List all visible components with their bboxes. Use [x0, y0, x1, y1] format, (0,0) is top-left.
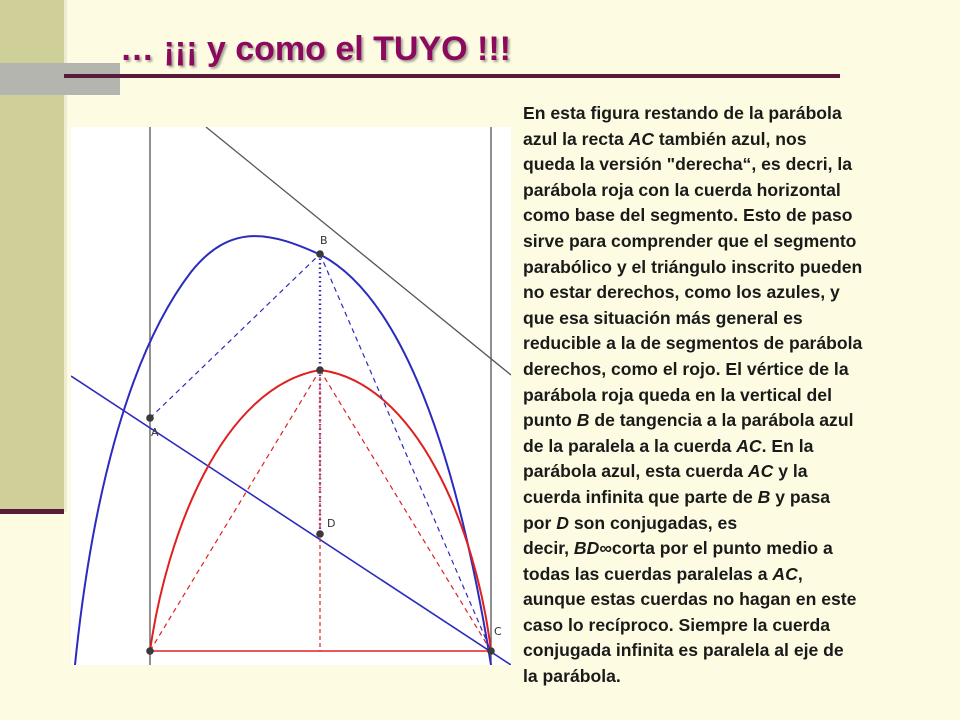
point-left-base — [146, 647, 154, 655]
title-accent-block — [0, 63, 120, 95]
description-segment: reducible a la de segmentos de parábola — [523, 333, 863, 354]
point-d — [316, 530, 324, 538]
description-line — [523, 587, 948, 613]
blue-dashed-bc — [320, 254, 491, 651]
point-b — [316, 250, 324, 258]
description-segment: parábola roja con la cuerda horizontal — [523, 179, 841, 200]
description-line — [523, 408, 948, 434]
description-segment: decir, — [523, 538, 574, 559]
parabola-figure — [71, 127, 511, 665]
description-italic-segment: BD∞ — [573, 538, 612, 559]
description-segment: y pasa — [770, 486, 831, 507]
description-line — [523, 203, 948, 229]
description-segment: parabólico y el triángulo inscrito pueden — [523, 256, 863, 277]
description-line — [523, 357, 948, 383]
description-segment: conjugada infinita es paralela al eje de — [523, 640, 844, 661]
description-segment: cuerda infinita que parte de — [523, 486, 758, 507]
description-segment: parábola azul, esta cuerda — [523, 461, 748, 482]
description-segment: y la — [773, 461, 808, 482]
description-line — [523, 434, 948, 460]
description-line — [523, 229, 948, 255]
description-segment: aunque estas cuerdas no hagan en este — [523, 589, 857, 610]
description-italic-segment: D — [556, 512, 569, 533]
description-line — [523, 613, 948, 639]
red-dashed-left — [150, 370, 320, 651]
description-segment: parábola roja queda en la vertical del — [523, 384, 832, 405]
label-d: D — [327, 517, 336, 530]
description-segment: no estar derechos, como los azules, y — [523, 282, 840, 303]
description-segment: , — [797, 563, 803, 584]
red-dashed-right — [320, 370, 491, 651]
description-segment: por — [523, 512, 557, 533]
description-segment: punto — [523, 410, 577, 431]
description-line — [523, 280, 948, 306]
label-b: B — [320, 234, 328, 247]
description-line — [523, 306, 948, 332]
description-line — [523, 638, 948, 664]
description-segment: sirve para comprender que el segmento — [523, 230, 857, 251]
description-segment: como base del segmento. Esto de paso — [523, 205, 853, 226]
description-segment: queda la versión "derecha“, es decri, la — [523, 154, 853, 175]
point-red-vertex — [316, 366, 324, 374]
description-text — [523, 101, 948, 690]
description-line — [523, 562, 948, 588]
description-line — [523, 178, 948, 204]
description-line — [523, 331, 948, 357]
left-accent-bar-underline — [0, 509, 64, 514]
blue-parabola — [71, 411, 150, 665]
description-segment: también azul, nos — [654, 128, 807, 149]
description-segment: que esa situación más general es — [523, 307, 803, 328]
description-italic-segment: B — [757, 486, 771, 507]
description-line — [523, 511, 948, 537]
description-line — [523, 459, 948, 485]
description-segment: En esta figura restando de la parábola — [523, 103, 842, 123]
description-segment: de tangencia a la parábola azul — [589, 410, 854, 431]
description-italic-segment: AC — [747, 461, 774, 482]
description-line — [523, 255, 948, 281]
label-c: C — [494, 625, 502, 638]
description-line — [523, 664, 948, 690]
point-a — [146, 414, 154, 422]
description-segment: derechos, como el rojo. El vértice de la — [523, 358, 849, 379]
description-segment: . En la — [761, 435, 814, 456]
blue-chord-ac — [71, 376, 511, 665]
point-c — [487, 647, 495, 655]
description-line — [523, 101, 948, 127]
description-segment: corta por el punto medio a — [611, 538, 833, 559]
description-line — [523, 152, 948, 178]
description-italic-segment: AC — [736, 435, 762, 456]
description-segment: la parábola. — [523, 666, 621, 687]
description-line — [523, 127, 948, 153]
description-segment: todas las cuerdas paralelas a — [523, 563, 773, 584]
blue-parabola-curve — [75, 236, 491, 665]
description-italic-segment: AC — [628, 128, 655, 149]
description-segment: caso lo recíproco. Siempre la cuerda — [523, 614, 831, 635]
description-line — [523, 536, 948, 562]
parabola-diagram — [71, 127, 511, 665]
description-segment: azul la recta — [523, 128, 629, 149]
description-segment: de la paralela a la cuerda — [523, 435, 737, 456]
description-italic-segment: B — [576, 410, 590, 431]
tangent-line — [206, 127, 511, 375]
slide-title: … ¡¡¡ y como el TUYO !!! — [120, 30, 511, 68]
description-segment: son conjugadas, es — [568, 512, 738, 533]
description-italic-segment: AC — [772, 563, 798, 584]
description-line — [523, 383, 948, 409]
title-underline — [64, 74, 840, 78]
description-line — [523, 485, 948, 511]
blue-dashed-ab — [150, 254, 320, 418]
label-a: A — [151, 426, 159, 439]
